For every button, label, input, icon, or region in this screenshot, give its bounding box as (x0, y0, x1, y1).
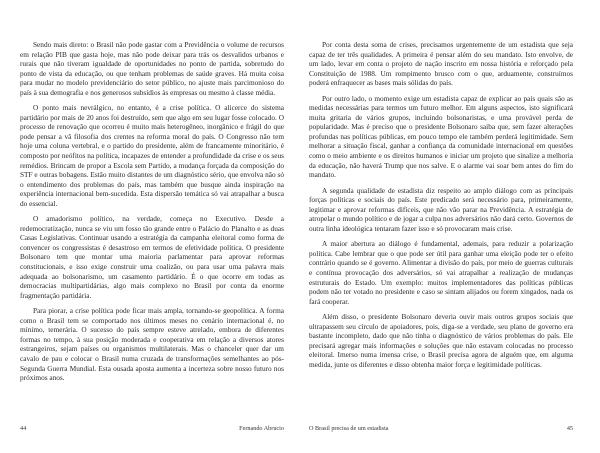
paragraph: A maior abertura ao diálogo é fundamental, ademais, para reduzir a polarização política. Cabe lembrar que o que pode ser útil para ganhar uma eleição pode ter o efeito contrário quando se é governo. Alimentar a divisão do país, por meio de guerras culturais e contínua provocação dos adversários, só vai atrapalhar a realização de mudanças estruturais do Estado. Um exemplo: muitos implementadores das políticas públicas podem não ter votado no presidente e caso se sintam alijados ou forem xingados, nada os fará cooperar. (309, 239, 573, 306)
paragraph: O ponto mais nevrálgico, no entanto, é a crise política. O alicerce do sistema partidário por mais de 20 anos foi destruído, sem que algo em seu lugar fosse colocado. O processo de renovação que ocorreu é muito mais heterogêneo, inorgânico e frágil do que pode pensar a vã filosofia dos crentes na reforma moral do país. O Congresso não tem hoje uma coluna vertebral, e o partido do presidente, além de francamente minoritário, é composto por neófitos na política, incapazes de entender a profundidade da crise e os seus remédios. Brincam de propor a Escola sem Partido, a mudança forçada da composição do STF e outras bobagens. Estão muito distantes de um diagnóstico sério, que envolva não só o entendimento dos problemas do país, mas também que busque ainda inspiração na experiência internacional bem-sucedida. Esta dispersão temática só vai atrapalhar a busca do essencial. (20, 103, 284, 208)
left-page-body (20, 40, 284, 389)
running-head-title: O Brasil precisa de um estadista (309, 425, 389, 432)
paragraph: Além disso, o presidente Bolsonaro deveria ouvir mais outros grupos sociais que ultrapassem seu círculo de apoiadores, pois, diga-se a verdade, seu plano de governo era bastante incompleto, dado que não tinha o diagnóstico de vários problemas do país. Ele precisará agregar mais informações e soluções que não estavam colocadas no processo eleitoral. Imerso numa imensa crise, o Brasil precisa agora de alguém que, em alguma medida, junte os diferentes e disso obtenha maior força e legitimidade políticas. (309, 312, 573, 369)
paragraph: Sendo mais direto: o Brasil não pode gastar com a Previdência o volume de recursos em relação PIB que gasta hoje, mas não pode deixar para trás os desvalidos urbanos e rurais que não tiveram igualdade de oportunidades no ponto de partida, sobretudo do ponto de vista da educação, ou que tenham problemas de saúde graves. Há muita coisa para mudar no modelo previdenciário do setor público, no ajuste mais parcimonioso do país à sua demografia e nos generosos subsídios às empresas ou mesmo à classe média. (20, 40, 284, 97)
left-page-footer (20, 417, 284, 433)
paragraph: A segunda qualidade de estadista diz respeito ao amplo diálogo com as principais forças políticas e sociais do país. Este predicado será necessário para, primeiramente, legitimar e aprovar reformas difíceis, que não vão parar na Previdência. A estratégia de atropelar o mundo político e de jogar a culpa nos adversários não dará certo. Governos de outra linha ideológica tentaram fazer isso e só provocaram mais crise. (309, 185, 573, 233)
paragraph: O amadorismo político, na verdade, começa no Executivo. Desde a redemocratização, nunca se viu um fosso tão grande entre o Palácio do Planalto e as duas Casas Legislativas. Continuar usando a estratégia da campanha eleitoral como forma de convencer os congressistas é desastroso em termos de efetividade política. O presidente Bolsonaro tem que montar uma maioria parlamentar para aprovar reformas constitucionais, e isso exige construir uma coalizão, ou para usar uma palavra mais adequada ao bolsonarismo, um casamento partidário. É o que ocorre em todas as democracias multipartidárias, algo mais complexo no Brasil por conta da enorme fragmentação partidária. (20, 214, 284, 300)
right-page (300, 0, 600, 453)
paragraph: Por outro lado, o momento exige um estadista capaz de explicar ao país quais são as medidas necessárias para termos um futuro melhor. Em alguns aspectos, isto significará muita gritaria de vários grupos, incluindo bolsonaristas, e uma provável perda de popularidade. Mas é preciso que o presidente Bolsonaro saiba que, sem fazer alterações profundas nas políticas públicas, em pouco tempo ele também perderá legitimidade. Sem melhorar a situação fiscal, ganhar a confiança da comunidade internacional em questões como o meio ambiente e os direitos humanos e iniciar um projeto que sinalize a melhoria da educação, não haverá Trump que nos salve. E o alarme vai soar bem antes do fim do mandato. (309, 93, 573, 180)
paragraph: Para piorar, a crise política pode ficar mais ampla, tornando-se geopolítica. A forma como o Brasil tem se comportado nos últimos meses no cenário internacional é, no mínimo, temerária. O sucesso do país sempre esteve atrelado, embora de diferentes formas no tempo, à sua posição moderada e cooperativa em relação a diversos atores estrangeiros, sejam países ou organismos multilaterais. Mas o chanceler quer dar um cavalo de pau e colocar o Brasil numa cruzada de transformações semelhantes ao pós-Segunda Guerra Mundial. Esta ousada aposta aumenta a incerteza sobre nosso futuro nos próximos anos. (20, 306, 284, 383)
page-number: 45 (566, 425, 573, 432)
right-page-body (309, 40, 573, 376)
paragraph: Por conta desta soma de crises, precisamos urgentemente de um estadista que seja capaz de ter três qualidades. A primeira é pensar além do seu mandato. Isto envolve, de um lado, levar em conta o projeto de nação inscrito em nossa história e reforçado pela Constituição de 1988. Um rompimento brusco com o que, arduamente, construímos poderá enfraquecer as bases mais sólidas do país. (309, 40, 573, 88)
running-head-author: Fernando Abrucio (239, 425, 284, 432)
page-number: 44 (20, 425, 27, 432)
right-page-footer (309, 417, 573, 433)
